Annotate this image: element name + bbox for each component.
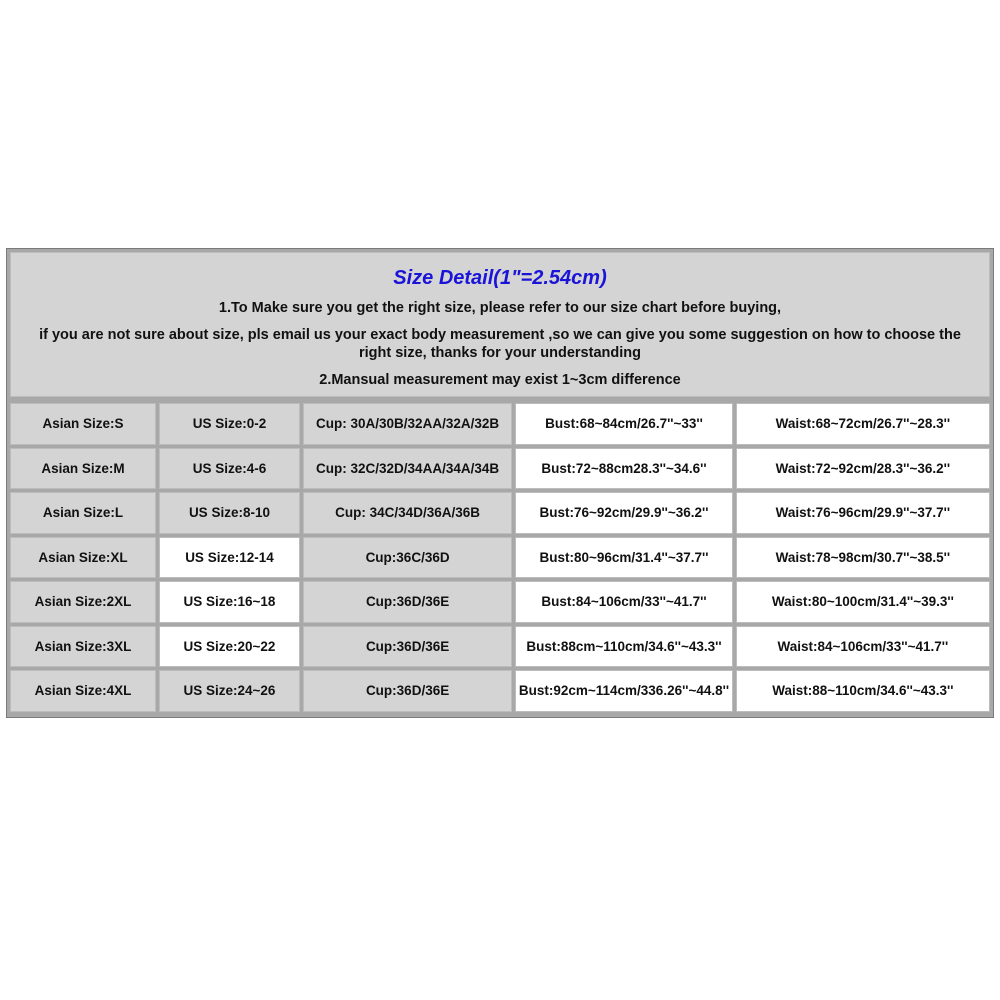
asian-size-cell: Asian Size:L	[10, 492, 156, 534]
cup-size-cell: Cup: 30A/30B/32AA/32A/32B	[303, 403, 512, 445]
waist-cell: Waist:78~98cm/30.7''~38.5''	[736, 537, 990, 579]
us-size-cell: US Size:16~18	[159, 581, 300, 623]
size-chart-title: Size Detail(1"=2.54cm)	[393, 267, 607, 289]
waist-cell: Waist:76~96cm/29.9''~37.7''	[736, 492, 990, 534]
us-size-cell: US Size:4-6	[159, 448, 300, 490]
table-row	[10, 581, 990, 623]
us-size-cell: US Size:8-10	[159, 492, 300, 534]
waist-cell: Waist:88~110cm/34.6''~43.3''	[736, 670, 990, 712]
asian-size-cell: Asian Size:M	[10, 448, 156, 490]
bust-cell: Bust:84~106cm/33''~41.7''	[515, 581, 732, 623]
asian-size-cell: Asian Size:3XL	[10, 626, 156, 668]
cup-size-cell: Cup: 32C/32D/34AA/34A/34B	[303, 448, 512, 490]
asian-size-cell: Asian Size:4XL	[10, 670, 156, 712]
us-size-cell: US Size:0-2	[159, 403, 300, 445]
asian-size-cell: Asian Size:2XL	[10, 581, 156, 623]
bust-cell: Bust:92cm~114cm/336.26''~44.8''	[515, 670, 732, 712]
bust-cell: Bust:88cm~110cm/34.6''~43.3''	[515, 626, 732, 668]
bust-cell: Bust:72~88cm28.3''~34.6''	[515, 448, 732, 490]
table-row	[10, 537, 990, 579]
table-row	[10, 403, 990, 445]
instruction-line-3: 2.Mansual measurement may exist 1~3cm difference	[319, 372, 681, 388]
us-size-cell: US Size:20~22	[159, 626, 300, 668]
bust-cell: Bust:76~92cm/29.9''~36.2''	[515, 492, 732, 534]
table-row	[10, 448, 990, 490]
table-row	[10, 492, 990, 534]
cup-size-cell: Cup:36D/36E	[303, 670, 512, 712]
cup-size-cell: Cup: 34C/34D/36A/36B	[303, 492, 512, 534]
us-size-cell: US Size:12-14	[159, 537, 300, 579]
instruction-line-2: if you are not sure about size, pls email us your exact body measurement ,so we can give you some suggestion on how to choose the right size, thanks for your understanding	[39, 327, 961, 361]
size-chart	[6, 248, 994, 718]
waist-cell: Waist:68~72cm/26.7''~28.3''	[736, 403, 990, 445]
asian-size-cell: Asian Size:XL	[10, 537, 156, 579]
us-size-cell: US Size:24~26	[159, 670, 300, 712]
cup-size-cell: Cup:36D/36E	[303, 581, 512, 623]
bust-cell: Bust:80~96cm/31.4''~37.7''	[515, 537, 732, 579]
cup-size-cell: Cup:36C/36D	[303, 537, 512, 579]
table-row	[10, 626, 990, 668]
table-row	[10, 670, 990, 712]
waist-cell: Waist:80~100cm/31.4''~39.3''	[736, 581, 990, 623]
size-chart-header	[10, 252, 990, 397]
waist-cell: Waist:84~106cm/33''~41.7''	[736, 626, 990, 668]
cup-size-cell: Cup:36D/36E	[303, 626, 512, 668]
bust-cell: Bust:68~84cm/26.7''~33''	[515, 403, 732, 445]
instruction-line-1: 1.To Make sure you get the right size, please refer to our size chart before buying,	[218, 300, 782, 316]
size-table	[7, 400, 993, 715]
asian-size-cell: Asian Size:S	[10, 403, 156, 445]
waist-cell: Waist:72~92cm/28.3''~36.2''	[736, 448, 990, 490]
